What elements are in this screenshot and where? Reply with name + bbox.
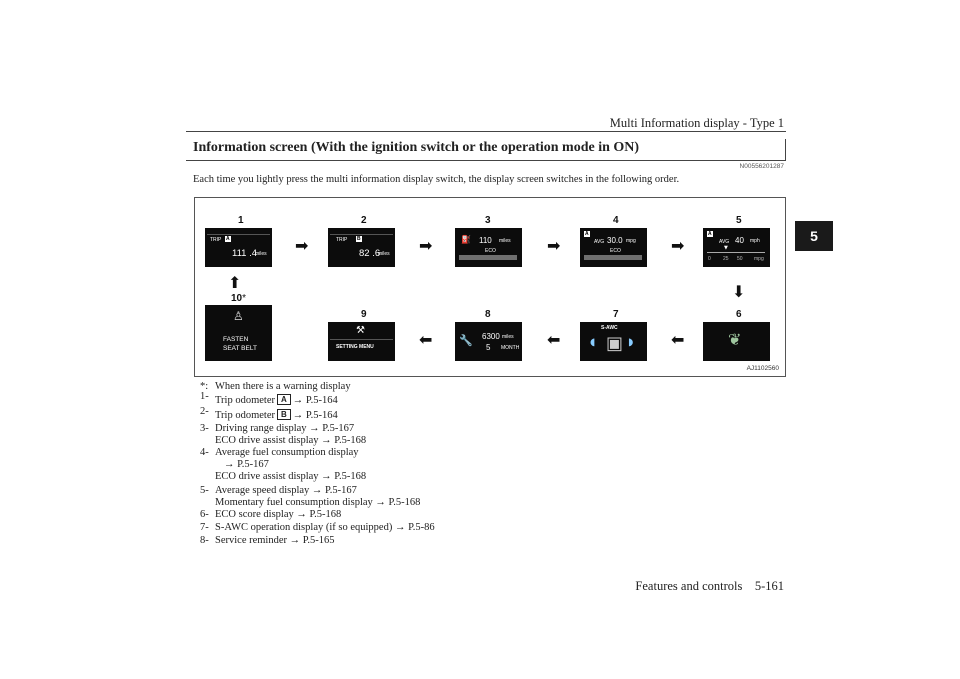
screen-number-5: 5 — [736, 215, 742, 226]
arrow-left-icon: ⬅ — [671, 330, 685, 349]
screen-average-fuel — [580, 228, 647, 267]
warning-marker: * — [242, 293, 247, 304]
screen-number-1: 1 — [238, 215, 244, 226]
page-reference: → P.5-167 — [224, 459, 269, 470]
screen-trip-a — [205, 228, 272, 267]
screen-label: TRIP — [210, 237, 222, 243]
screen-value: 110 — [479, 236, 492, 245]
divider — [207, 234, 270, 235]
screen-unit: miles — [378, 251, 390, 257]
divider — [330, 339, 393, 340]
note-text: Average speed display → P.5-167 — [215, 485, 357, 496]
eco-label: ECO — [485, 248, 496, 254]
eco-bar — [459, 255, 517, 260]
screen-driving-range — [455, 228, 522, 267]
arrow-up-icon: ⬆ — [228, 273, 242, 292]
screen-value: 111 .4 — [232, 248, 258, 259]
scale-tick: mpg — [754, 256, 764, 262]
note-text: Momentary fuel consumption display → P.5-168 — [215, 497, 421, 508]
screen-trip-b — [328, 228, 395, 267]
note-label: 6- — [200, 509, 209, 520]
section-title: Information screen (With the ignition switch or the operation mode in ON) — [193, 140, 640, 155]
note-label: 1- — [200, 391, 209, 402]
screen-value: 40 — [735, 236, 744, 245]
screen-number-10 — [231, 293, 246, 304]
note-label: *: — [200, 381, 209, 392]
screen-number-10-value: 10 — [231, 293, 243, 304]
scale-tick: 0 — [708, 256, 711, 262]
note-label: 4- — [200, 447, 209, 458]
header-rule — [186, 131, 786, 132]
arrow-right-icon: ➡ — [671, 236, 685, 255]
divider — [330, 234, 393, 235]
note-text: Trip odometer — [215, 410, 275, 421]
screen-number-4: 4 — [613, 215, 619, 226]
screen-number-7: 7 — [613, 309, 619, 320]
scale-tick: 25 — [723, 256, 729, 262]
running-header: Multi Information display - Type 1 — [609, 116, 784, 130]
note-label: 8- — [200, 535, 209, 546]
screen-number-9: 9 — [361, 309, 367, 320]
screen-label: TRIP — [336, 237, 348, 243]
screen-seat-belt-warning — [205, 305, 272, 361]
wrench-icon: 🔧 — [459, 334, 473, 347]
torque-right-icon: ◗ — [628, 337, 634, 348]
arrow-right-icon: ➡ — [419, 236, 433, 255]
section-code: N00556201287 — [739, 163, 784, 170]
arrow-right-icon: ➡ — [547, 236, 561, 255]
screen-label: AVG — [719, 239, 730, 245]
screen-number-3: 3 — [485, 215, 491, 226]
screen-unit: miles — [502, 334, 514, 340]
screen-value: 6300 — [482, 332, 500, 341]
arrow-left-icon: ⬅ — [547, 330, 561, 349]
trip-badge: B — [357, 236, 361, 242]
display-sequence-figure — [194, 197, 786, 377]
screen-unit: mpg — [626, 238, 636, 244]
screen-number-8: 8 — [485, 309, 491, 320]
note-text: ECO drive assist display → P.5-168 — [215, 435, 367, 446]
page-reference: → P.5-164 — [292, 395, 338, 406]
note-text: ECO score display → P.5-168 — [215, 509, 342, 520]
screen-value-2: 5 — [486, 343, 491, 352]
screen-number-6: 6 — [736, 309, 742, 320]
seat-belt-icon: ♙ — [233, 309, 244, 323]
warning-line-1: FASTEN — [223, 336, 249, 343]
screen-setting-menu — [328, 322, 395, 361]
arrow-right-icon: ➡ — [295, 236, 309, 255]
screen-label: S-AWC — [601, 325, 618, 331]
eco-bar — [584, 255, 642, 260]
page-footer: Features and controls 5-161 — [635, 579, 784, 593]
page-reference: → P.5-164 — [292, 410, 338, 421]
trip-b-key: B — [277, 409, 291, 420]
trip-a-key: A — [277, 394, 291, 405]
vehicle-icon: ▣ — [606, 333, 624, 354]
screen-unit-2: MONTH — [501, 345, 520, 351]
note-label: 3- — [200, 423, 209, 434]
screen-label: SETTING MENU — [336, 344, 374, 350]
toolbox-icon: ⚒ — [356, 325, 365, 336]
note-label: 2- — [200, 406, 209, 417]
trip-badge: A — [708, 231, 712, 237]
screen-service-reminder — [455, 322, 522, 361]
trip-badge: A — [585, 231, 589, 237]
screen-number-2: 2 — [361, 215, 367, 226]
note-text: When there is a warning display — [215, 381, 351, 392]
screen-s-awc — [580, 322, 647, 361]
note-label: 7- — [200, 522, 209, 533]
chapter-tab: 5 — [795, 221, 833, 251]
intro-paragraph: Each time you lightly press the multi information display switch, the display screen switches in the following order. — [193, 174, 680, 185]
screen-average-speed — [703, 228, 770, 267]
note-label: 5- — [200, 485, 209, 496]
note-text: S-AWC operation display (if so equipped) → P.5-86 — [215, 522, 435, 533]
screen-eco-score — [703, 322, 770, 361]
trip-badge: A — [226, 236, 230, 242]
screen-unit: miles — [255, 251, 267, 257]
arrow-down-icon: ⬇ — [732, 282, 746, 301]
note-text: ECO drive assist display → P.5-168 — [215, 471, 367, 482]
note-text: Average fuel consumption display — [215, 447, 359, 458]
screen-value: 82 .6 — [359, 248, 381, 259]
momentary-scale — [707, 252, 765, 253]
fuel-pump-icon: ⛽ — [461, 235, 471, 244]
eco-leaf-icon: ❦ — [728, 330, 742, 349]
note-text: Driving range display → P.5-167 — [215, 423, 355, 434]
note-text: Service reminder → P.5-165 — [215, 535, 335, 546]
note-text: Trip odometer — [215, 395, 275, 406]
figure-id: AJ1102560 — [746, 365, 779, 372]
pointer-icon: ▼ — [724, 245, 728, 251]
screen-label: AVG — [594, 239, 605, 245]
warning-line-2: SEAT BELT — [223, 345, 257, 352]
section-rule — [186, 160, 786, 161]
scale-tick: 50 — [737, 256, 743, 262]
eco-label: ECO — [610, 248, 621, 254]
screen-value: 30.0 — [607, 236, 623, 245]
screen-unit: miles — [499, 238, 511, 244]
torque-left-icon: ◖ — [590, 337, 596, 348]
screen-unit: mph — [750, 238, 760, 244]
arrow-left-icon: ⬅ — [419, 330, 433, 349]
section-rule-tick — [785, 139, 786, 161]
